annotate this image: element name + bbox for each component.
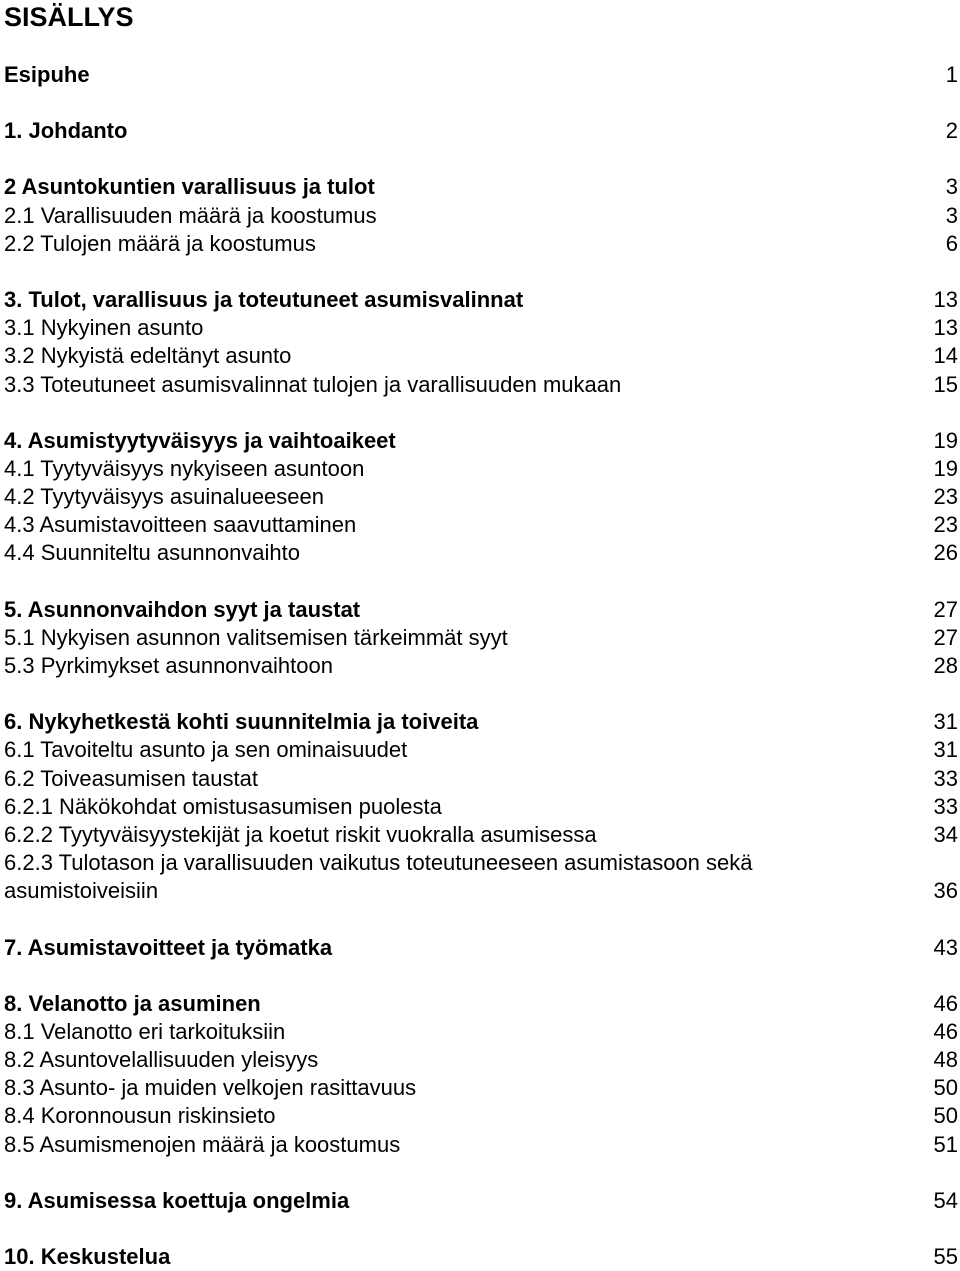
toc-page-number: 36 <box>933 878 958 904</box>
toc-section-entry[interactable] <box>4 652 960 680</box>
toc-section-entry[interactable] <box>4 511 960 539</box>
toc-page-number: 46 <box>933 1018 958 1044</box>
toc-section-entry[interactable] <box>4 483 960 511</box>
toc-entry-title: 8.2 Asuntovelallisuuden yleisyys <box>4 1047 319 1073</box>
toc-page-number: 2 <box>945 118 958 144</box>
toc-entry-title: 8.4 Koronnousun riskinsieto <box>4 1103 276 1129</box>
toc-chapter-entry[interactable] <box>4 61 960 89</box>
toc-page-number: 19 <box>933 427 958 453</box>
toc-entry-title: 3.2 Nykyistä edeltänyt asunto <box>4 343 292 369</box>
toc-entry-title: 6.2.3 Tulotason ja varallisuuden vaikutus toteutuneeseen asumistasoon sekä <box>4 850 753 876</box>
toc-page-number: 55 <box>933 1244 958 1269</box>
toc-page-number: 1 <box>945 62 958 87</box>
toc-page-number: 3 <box>945 202 958 228</box>
toc-page-number: 3 <box>945 174 958 200</box>
toc-page-number: 26 <box>933 540 958 566</box>
toc-page-number: 31 <box>933 709 958 735</box>
toc-entry-title: 7. Asumistavoitteet ja työmatka <box>4 934 333 960</box>
toc-entry-title: 8.5 Asumismenojen määrä ja koostumus <box>4 1131 401 1157</box>
toc-section-entry[interactable] <box>4 1102 960 1130</box>
toc-page-number: 28 <box>933 653 958 678</box>
toc-chapter-entry[interactable] <box>4 990 960 1018</box>
toc-entry-title: Esipuhe <box>4 62 90 87</box>
toc-page-number: 31 <box>933 737 958 763</box>
toc-section-entry[interactable] <box>4 314 960 342</box>
toc-section-entry[interactable] <box>4 1046 960 1074</box>
toc-page-number: 50 <box>933 1075 958 1101</box>
toc-chapter-entry[interactable] <box>4 934 960 962</box>
toc-entry-title: 4.4 Suunniteltu asunnonvaihto <box>4 540 301 566</box>
toc-page-number: 34 <box>933 821 958 847</box>
toc-page-number: 27 <box>933 596 958 622</box>
toc-entry-title: 5. Asunnonvaihdon syyt ja taustat <box>4 596 361 622</box>
toc-entry-title: 6.2.2 Tyytyväisyystekijät ja koetut riskit vuokralla asumisessa <box>4 821 597 847</box>
toc-chapter-entry[interactable] <box>4 1243 960 1271</box>
toc-section-entry[interactable] <box>4 793 960 821</box>
toc-entry-title: 6. Nykyhetkestä kohti suunnitelmia ja toiveita <box>4 709 479 735</box>
toc-page-number: 48 <box>933 1047 958 1073</box>
toc-page-number: 23 <box>933 512 958 538</box>
toc-section-entry[interactable] <box>4 624 960 652</box>
toc-chapter-entry[interactable] <box>4 596 960 624</box>
toc-page-number: 13 <box>933 286 958 312</box>
toc-page-number: 15 <box>933 371 958 397</box>
toc-entry-title: 4.3 Asumistavoitteen saavuttaminen <box>4 512 357 538</box>
toc-page-number: 33 <box>933 793 958 819</box>
toc-page-number: 14 <box>933 343 958 369</box>
toc-section-entry[interactable] <box>4 230 960 258</box>
toc-section-entry[interactable] <box>4 1018 960 1046</box>
toc-entry-title: asumistoiveisiin <box>4 878 159 904</box>
toc-chapter-entry[interactable] <box>4 427 960 455</box>
toc-page-number: 13 <box>933 315 958 341</box>
toc-entry-title: 3.3 Toteutuneet asumisvalinnat tulojen ja varallisuuden mukaan <box>4 371 622 397</box>
toc-page-number: 19 <box>933 455 958 481</box>
page-title: SISÄLLYS <box>4 2 134 32</box>
toc-entry-title: 10. Keskustelua <box>4 1244 171 1269</box>
toc-entry-title: 6.1 Tavoiteltu asunto ja sen ominaisuudet <box>4 737 408 763</box>
toc-entry-title: 8.1 Velanotto eri tarkoituksiin <box>4 1018 286 1044</box>
toc-page-number: 51 <box>933 1131 958 1157</box>
toc-entry-title: 9. Asumisessa koettuja ongelmia <box>4 1187 350 1213</box>
toc-entry-title: 8.3 Asunto- ja muiden velkojen rasittavuus <box>4 1075 417 1101</box>
toc-entry-title: 1. Johdanto <box>4 118 128 144</box>
toc-entry-title: 5.3 Pyrkimykset asunnonvaihtoon <box>4 653 333 678</box>
toc-chapter-entry[interactable] <box>4 117 960 145</box>
toc-entry-title: 4.1 Tyytyväisyys nykyiseen asuntoon <box>4 455 365 481</box>
toc-entry-title: 2 Asuntokuntien varallisuus ja tulot <box>4 174 375 200</box>
toc-section-entry[interactable] <box>4 1074 960 1102</box>
toc-page-number: 33 <box>933 765 958 791</box>
toc-chapter-entry[interactable] <box>4 286 960 314</box>
toc-page-number: 46 <box>933 990 958 1016</box>
toc-section-entry[interactable] <box>4 821 960 849</box>
toc-page-number: 43 <box>933 934 958 960</box>
toc-section-entry[interactable] <box>4 765 960 793</box>
toc-section-entry[interactable] <box>4 849 960 877</box>
toc-entry-title: 2.1 Varallisuuden määrä ja koostumus <box>4 202 377 228</box>
toc-chapter-entry[interactable] <box>4 708 960 736</box>
toc-section-entry[interactable] <box>4 455 960 483</box>
toc-section-entry[interactable] <box>4 342 960 370</box>
toc-entry-title: 5.1 Nykyisen asunnon valitsemisen tärkeimmät syyt <box>4 624 508 650</box>
toc-section-entry[interactable] <box>4 1131 960 1159</box>
toc-section-entry[interactable] <box>4 202 960 230</box>
toc-page-number: 54 <box>933 1187 958 1213</box>
table-of-contents <box>4 61 960 1271</box>
toc-page-number: 23 <box>933 484 958 510</box>
toc-entry-title: 8. Velanotto ja asuminen <box>4 990 261 1016</box>
toc-chapter-entry[interactable] <box>4 1187 960 1215</box>
toc-entry-title: 2.2 Tulojen määrä ja koostumus <box>4 230 316 256</box>
toc-chapter-entry[interactable] <box>4 173 960 201</box>
toc-page-number: 6 <box>945 230 958 256</box>
toc-entry-title: 4. Asumistyytyväisyys ja vaihtoaikeet <box>4 427 396 453</box>
toc-entry-title: 3.1 Nykyinen asunto <box>4 315 204 341</box>
toc-entry-title: 4.2 Tyytyväisyys asuinalueeseen <box>4 484 324 510</box>
toc-section-entry[interactable] <box>4 539 960 567</box>
toc-section-entry[interactable] <box>4 736 960 764</box>
toc-page-number: 50 <box>933 1103 958 1129</box>
toc-entry-title: 3. Tulot, varallisuus ja toteutuneet asumisvalinnat <box>4 286 524 312</box>
toc-entry-title: 6.2 Toiveasumisen taustat <box>4 765 258 791</box>
toc-entry-title: 6.2.1 Näkökohdat omistusasumisen puolesta <box>4 793 442 819</box>
toc-section-entry[interactable] <box>4 877 960 905</box>
toc-section-entry[interactable] <box>4 371 960 399</box>
toc-page-number: 27 <box>933 624 958 650</box>
